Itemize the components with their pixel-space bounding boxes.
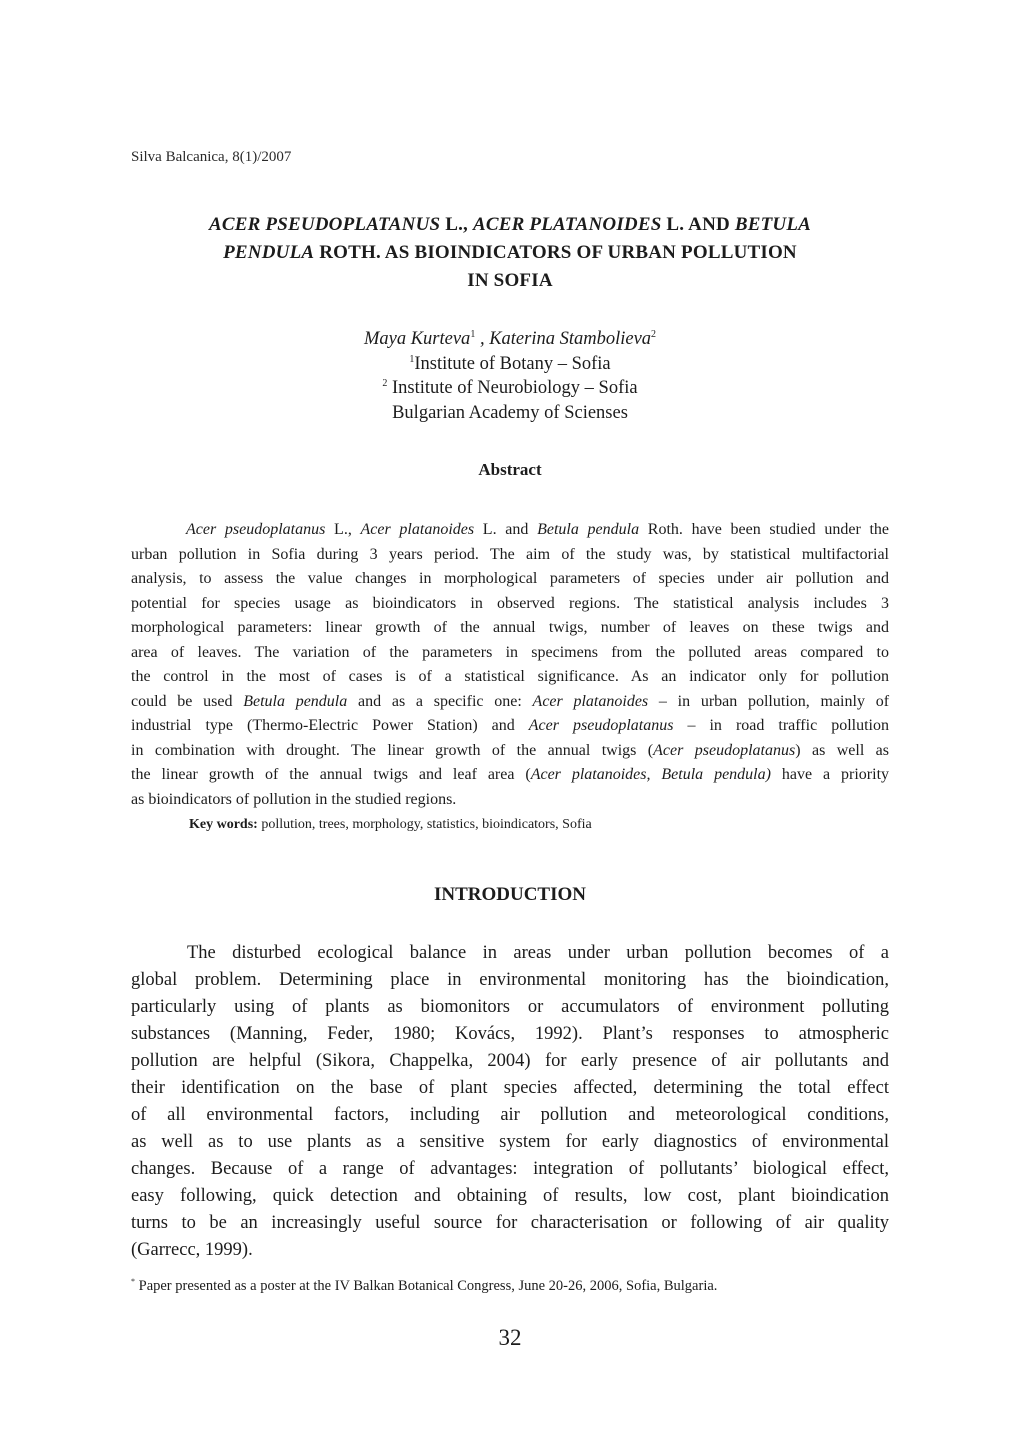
species-name: Acer platanoides [532,692,649,710]
keywords [189,817,592,833]
introduction-line: pollution are helpful (Sikora, Chappelka, 2004) for early presence of air pollutants and [131,1051,889,1071]
abstract-line [131,763,889,788]
affiliation-superscript: 2 [382,378,388,389]
introduction-line: easy following, quick detection and obtaining of results, low cost, plant bioindication [131,1186,889,1206]
abstract-line [131,788,889,813]
affiliation-line [131,352,889,377]
page-number: 32 [498,1325,522,1350]
title-run: ACER PSEUDOPLATANUS [208,214,441,235]
abstract-body [131,518,889,812]
keywords-label: Key words: [189,817,258,832]
footnote-text: Paper presented as a poster at the IV Balkan Botanical Congress, June 20-26, 2006, Sofia, Bulgaria. [135,1278,718,1294]
affiliation-name: Institute of Botany – Sofia [414,353,611,374]
title-line [131,239,889,267]
species-name: Acer platanoides [360,521,475,538]
abstract-line [131,592,889,617]
species-name: Acer pseudoplatanus [653,741,796,759]
abstract-text: have a priority [770,766,890,783]
abstract-heading: Abstract [478,460,542,479]
abstract-text: as bioindicators of pollution in the studied regions. [131,790,457,808]
introduction-line: The disturbed ecological balance in areas under urban pollution becomes of a [187,943,889,963]
abstract-text: the linear growth of the annual twigs and leaf area ( [131,766,531,783]
abstract-text: – in urban pollution, mainly of [648,692,890,710]
abstract-text: ) as well as [795,741,890,759]
introduction-line: their identification on the base of plant species affected, determining the total effect [131,1078,889,1098]
title-run: PENDULA [223,242,315,263]
author-separator: , [475,329,490,349]
paper-title [131,211,889,295]
abstract-line [131,616,889,641]
title-run: BETULA [734,214,812,235]
introduction-body [131,940,889,1264]
title-line [131,267,889,295]
introduction-line: global problem. Determining place in environmental monitoring has the bioindication, [131,970,889,990]
journal-citation: Silva Balcanica, 8(1)/2007 [131,149,292,165]
author-name: Katerina Stambolieva [489,329,652,349]
author-superscript: 1 [470,329,476,340]
introduction-line: (Garrecc, 1999). [131,1240,253,1260]
abstract-text: in combination with drought. The linear growth of the annual twigs ( [131,741,654,759]
author-line [131,327,889,352]
species-name: Acer platanoides, Betula pendula) [530,766,771,783]
author-name: Maya Kurteva [363,329,471,349]
abstract-text: analysis, to assess the value changes in morphological parameters of species under air pollution and [131,570,889,587]
species-name: Betula pendula [537,521,640,538]
authors-block [131,327,889,425]
abstract-text: the control in the most of cases is of a statistical significance. As an indicator only for pollution [131,668,889,685]
affiliation-name: Institute of Neurobiology – Sofia [387,378,638,398]
affiliation-superscript: 1 [409,353,415,365]
abstract-text: L., [325,521,361,538]
title-run: L. AND [661,214,735,235]
abstract-text: urban pollution in Sofia during 3 years period. The aim of the study was, by statistical multifactorial [131,545,889,563]
introduction-line: changes. Because of a range of advantages: integration of pollutants’ biological effect, [131,1159,889,1179]
abstract-line [131,543,889,568]
abstract-line [131,518,889,543]
introduction-line: particularly using of plants as biomonitors or accumulators of environment polluting [131,997,889,1017]
introduction-heading: INTRODUCTION [433,884,587,905]
author-superscript: 2 [651,329,657,340]
title-run: IN SOFIA [467,270,553,291]
footnote [131,1278,717,1295]
abstract-text: could be used [131,692,244,710]
introduction-line: as well as to use plants as a sensitive system for early diagnostics of environmental [131,1132,889,1152]
abstract-text: – in road traffic pollution [673,717,889,734]
title-run: L., [440,214,473,235]
species-name: Betula pendula [243,692,348,710]
abstract-line [131,739,889,764]
introduction-line: of all environmental factors, including air pollution and meteorological conditions, [131,1105,889,1125]
abstract-text: industrial type (Thermo-Electric Power Station) and [131,717,529,734]
introduction-line: substances (Manning, Feder, 1980; Kovács, 1992). Plant’s responses to atmospheric [131,1024,889,1044]
introduction-line: turns to be an increasingly useful source for characterisation or following of air quality [131,1213,889,1233]
academy-line: Bulgarian Academy of Scienses [392,402,628,423]
abstract-text: Roth. have been studied under the [639,521,890,538]
abstract-text: potential for species usage as bioindicators in observed regions. The statistical analysis includes 3 [131,594,889,612]
title-line [131,211,889,239]
abstract-line [131,567,889,592]
species-name: Acer pseudoplatanus [528,717,674,734]
abstract-text: L. and [474,521,538,538]
abstract-text: and as a specific one: [347,692,533,710]
abstract-text: area of leaves. The variation of the parameters in specimens from the polluted areas compared to [131,643,889,661]
title-run: ROTH. AS BIOINDICATORS OF URBAN POLLUTION [314,242,797,263]
affiliation-line [131,376,889,401]
keywords-text: pollution, trees, morphology, statistics, bioindicators, Sofia [257,817,592,832]
abstract-text: morphological parameters: linear growth of the annual twigs, number of leaves on these twigs and [131,619,889,636]
species-name: Acer pseudoplatanus [186,521,326,538]
abstract-line [131,641,889,666]
title-run: ACER PLATANOIDES [472,214,662,235]
abstract-line [131,690,889,715]
footnote-marker: * [131,1277,135,1286]
abstract-line [131,665,889,690]
abstract-line [131,714,889,739]
